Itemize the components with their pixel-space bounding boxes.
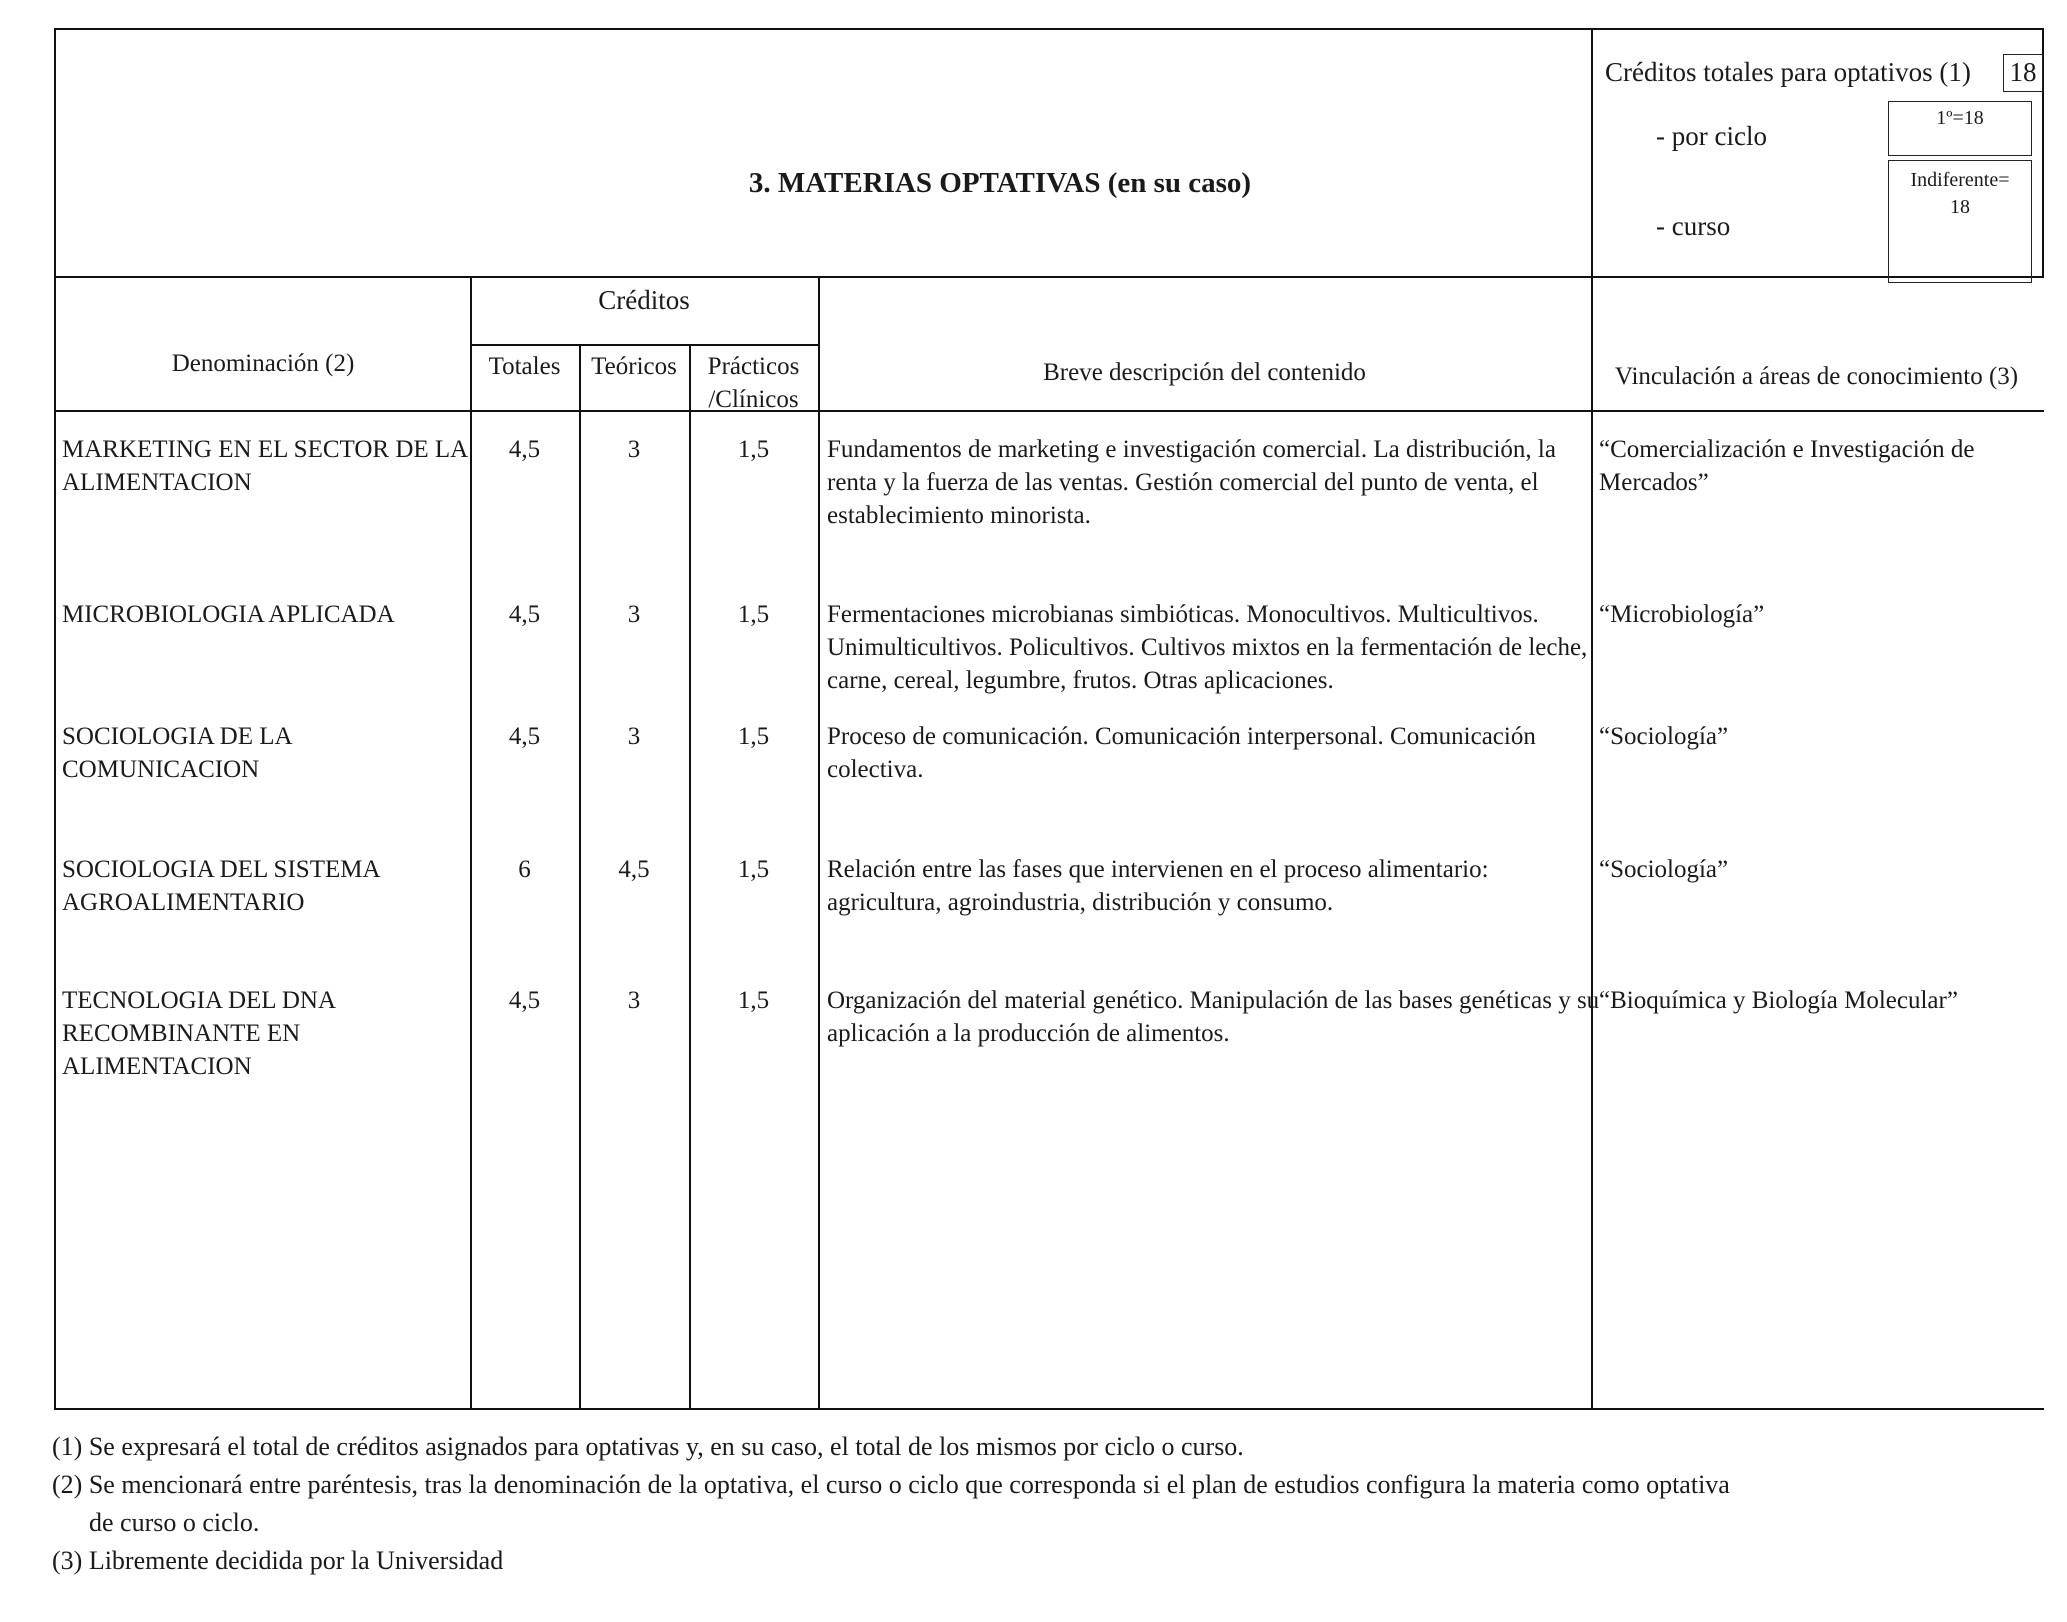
row-5-teoricos: 3	[627, 987, 641, 1014]
header-creditos: Créditos	[598, 285, 690, 315]
row-3-teoricos: 3	[627, 723, 641, 750]
header-vinculacion: Vinculación a áreas de conocimiento (3)	[1614, 363, 2019, 390]
creditos-subheader-line	[470, 344, 818, 346]
row-1-descripcion: Fundamentos de marketing e investigación comercial. La distribución, la renta y la fuerza de las ventas. Gestión comercial del punto de venta, el establecimiento minorista.	[827, 436, 1556, 529]
row-3-descripcion: Proceso de comunicación. Comunicación interpersonal. Comunicación colectiva.	[827, 723, 1536, 783]
row-2-area: “Microbiología”	[1599, 601, 1765, 628]
row-4-totales: 6	[518, 856, 531, 883]
footnote-3: (3) Libremente decidida por la Universidad	[52, 1546, 504, 1575]
row-2-descripcion: Fermentaciones microbianas simbióticas. Monocultivos. Multicultivos. Unimulticultivos. Policultivos. Cultivos mixtos en la fermentación de leche, carne, cereal, legumbre, frutos. Otras aplicaciones.	[827, 601, 1588, 694]
row-3-area: “Sociología”	[1599, 723, 1729, 750]
row-1-totales: 4,5	[508, 436, 541, 463]
row-5-name: TECNOLOGIA DEL DNA RECOMBINANTE EN ALIMENTACION	[62, 987, 337, 1080]
row-4-descripcion: Relación entre las fases que intervienen en el proceso alimentario: agricultura, agroindustria, distribución y consumo.	[827, 856, 1489, 916]
top-border	[54, 28, 2044, 30]
header-bottom-border	[54, 276, 2044, 278]
curso-value-line1: Indiferente=	[1910, 169, 2010, 191]
credits-total-value: 18	[2009, 57, 2037, 87]
row-1-teoricos: 3	[627, 436, 641, 463]
footnote-1: (1) Se expresará el total de créditos asignados para optativas y, en su caso, el total de los mismos por ciclo o curso.	[52, 1432, 1244, 1461]
curso-value-line2: 18	[1950, 196, 1970, 218]
row-4-practicos: 1,5	[737, 856, 770, 883]
header-practicos-line2: /Clínicos	[708, 386, 799, 413]
row-5-practicos: 1,5	[737, 987, 770, 1014]
row-2-totales: 4,5	[508, 601, 541, 628]
footnote-2: (2) Se mencionará entre paréntesis, tras la denominación de la optativa, el curso o ciclo que corresponda si el plan de estudios configura la materia como optativa	[52, 1470, 1730, 1499]
row-4-area: “Sociología”	[1599, 856, 1729, 883]
row-2-name: MICROBIOLOGIA APLICADA	[62, 601, 395, 628]
row-4-teoricos: 4,5	[618, 856, 650, 883]
row-1-practicos: 1,5	[737, 436, 770, 463]
column-header-bottom-border	[54, 410, 2044, 412]
por-ciclo-value: 1º=18	[1936, 107, 1984, 129]
por-ciclo-label: - por ciclo	[1656, 121, 1767, 151]
row-5-totales: 4,5	[508, 987, 541, 1014]
credits-total-label: Créditos totales para optativos (1)	[1605, 57, 1971, 87]
header-descripcion: Breve descripción del contenido	[1043, 359, 1366, 386]
row-5-descripcion: Organización del material genético. Manipulación de las bases genéticas y su aplicación a la producción de alimentos.	[827, 987, 1600, 1047]
footnote-2-continued: de curso o ciclo.	[89, 1508, 260, 1537]
row-2-teoricos: 3	[627, 601, 641, 628]
header-practicos-line1: Prácticos	[707, 353, 800, 380]
page-title: 3. MATERIAS OPTATIVAS (en su caso)	[748, 167, 1252, 199]
table-bottom-border	[54, 1408, 2044, 1410]
col-sep-descripcion	[1591, 28, 1593, 1408]
row-4-name: SOCIOLOGIA DEL SISTEMA AGROALIMENTARIO	[62, 856, 381, 916]
curso-label: - curso	[1656, 211, 1731, 241]
row-1-area: “Comercialización e Investigación de Mercados”	[1599, 436, 1975, 496]
col-sep-practicos	[818, 276, 820, 1408]
row-1-name: MARKETING EN EL SECTOR DE LA ALIMENTACION	[62, 436, 469, 496]
row-3-totales: 4,5	[508, 723, 541, 750]
row-3-practicos: 1,5	[737, 723, 770, 750]
row-2-practicos: 1,5	[737, 601, 770, 628]
header-totales: Totales	[488, 353, 561, 380]
header-denominacion: Denominación (2)	[171, 350, 355, 377]
left-border	[54, 28, 56, 1408]
row-5-area: “Bioquímica y Biología Molecular”	[1599, 987, 1958, 1014]
header-teoricos: Teóricos	[591, 353, 677, 380]
row-3-name: SOCIOLOGIA DE LA COMUNICACION	[62, 723, 293, 783]
